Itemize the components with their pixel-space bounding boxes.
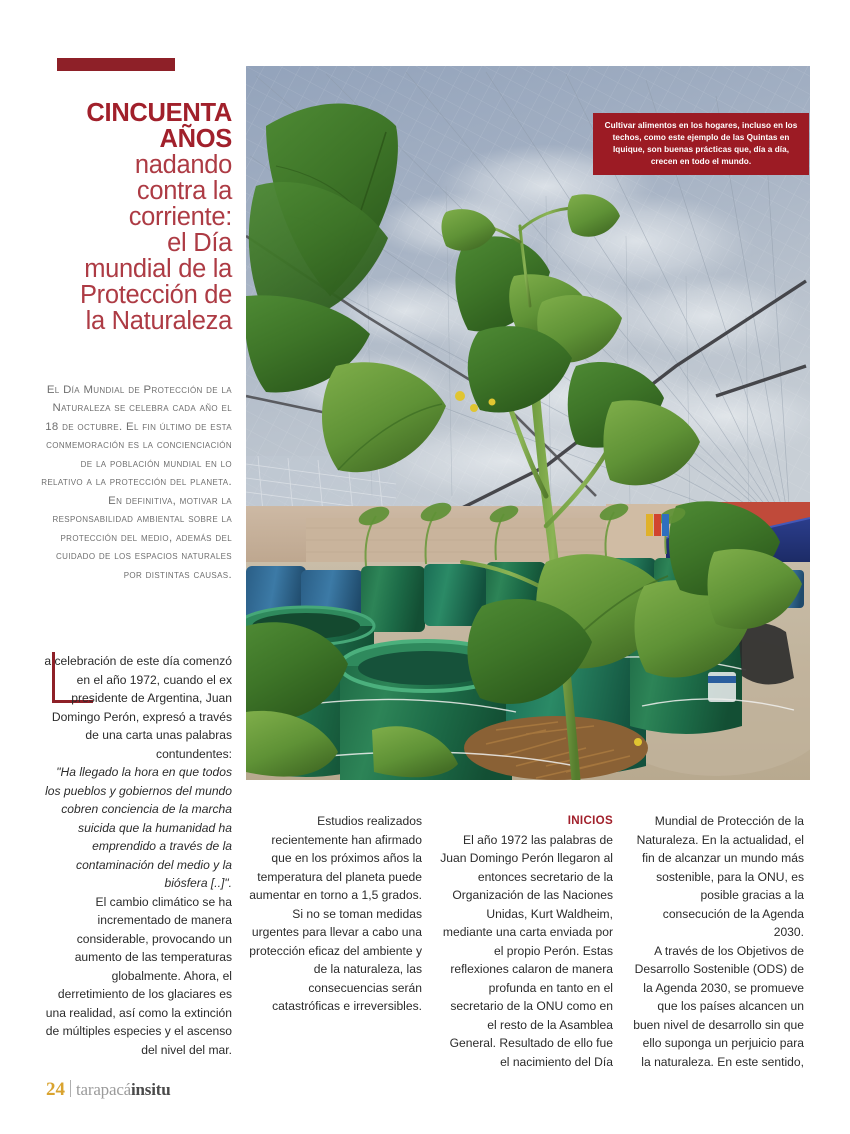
left-paragraph-1: a celebración de este día comenzó en el año 1972, cuando el ex presidente de Argentina, Juan Domingo Perón, expresó a través de una carta unas palabras contundentes: <box>44 654 232 761</box>
page-title <box>40 100 232 334</box>
left-body-column <box>40 652 232 1059</box>
lead-paragraph: El Día Mundial de Protección de la Naturaleza se celebra cada año el 18 de octubre. El fin último de esta conmemoración es la concienciación de la población mundial en lo relativo a la protección del planeta. En definitiva, motivar la responsabilidad ambiental sobre la protección del medio, además del cuidado de los espacios naturales por distintas causas. <box>41 384 232 581</box>
headline-line-5: corriente: <box>128 203 232 231</box>
left-pullquote: "Ha llegado la hora en que todos los pueblos y gobiernos del mundo cobren conciencia de la marcha suicida que la humanidad ha emprendido a través de la contaminación del medio y la biósfera [..]". <box>45 765 232 890</box>
page-number: 24 <box>46 1079 65 1100</box>
publication-brand <box>76 1080 170 1100</box>
headline-line-3: nadando <box>134 151 232 179</box>
section-heading-inicios: INICIOS <box>567 814 613 827</box>
footer-divider <box>70 1080 71 1097</box>
column-2-text: El año 1972 las palabras de Juan Domingo Perón llegaron al entonces secretario de la Organización de las Naciones Unidas, Kurt Waldheim, mediante una carta enviada por el propio Perón. Estas reflexiones calaron de manera profunda en tanto en el secretario de la ONU como en el resto de la Asamblea General. Resultado de ello fue el nacimiento del Día <box>440 832 613 1069</box>
headline-line-8: Protección de <box>79 281 232 309</box>
page-footer <box>46 1078 170 1101</box>
left-paragraph-2: El cambio climático se ha incrementado de manera considerable, provocando un aumento de las temperaturas globalmente. Ahora, el derretimiento de los glaciares es una realidad, así como la extinción de múltiples especies y el ascenso del nivel del mar. <box>45 894 232 1057</box>
column-3-text-2: A través de los Objetivos de Desarrollo Sostenible (ODS) de la Agenda 2030, se promueve que los países alcancen un buen nivel de desarrollo sin que ello suponga un perjuicio para la naturaleza. En este sentido, <box>633 943 804 1069</box>
headline-line-1: CINCUENTA <box>86 99 232 127</box>
headline-line-2: AÑOS <box>159 125 232 153</box>
top-red-rule <box>57 58 175 71</box>
headline-line-4: contra la <box>136 177 232 205</box>
column-3-text: Mundial de Protección de la Naturaleza. En la actualidad, el fin de alcanzar un mundo más sostenible, para la ONU, es posible gracias a la consecución de la Agenda 2030. <box>636 814 804 939</box>
body-column-1 <box>249 812 422 1016</box>
photo-caption: Cultivar alimentos en los hogares, incluso en los techos, como este ejemplo de las Quintas en Iquique, son buenas prácticas que, día a día, crecen en todo el mundo. <box>593 113 809 175</box>
headline-line-9: la Naturaleza <box>85 307 232 335</box>
body-column-2 <box>440 812 613 1071</box>
column-1-text: Estudios realizados recientemente han afirmado que en los próximos años la temperatura del planeta puede aumentar en torno a 1,5 grados. Si no se toman medidas urgentes para llevar a cabo una protección eficaz del ambiente y de la naturaleza, las consecuencias serán catastróficas e irreversibles. <box>249 814 422 1013</box>
headline-line-7: mundial de la <box>84 255 232 283</box>
brand-dark-part: insitu <box>131 1080 171 1099</box>
body-column-3 <box>631 812 804 1071</box>
headline-line-6: el Día <box>167 229 232 257</box>
brand-light-part: tarapacá <box>76 1080 132 1099</box>
